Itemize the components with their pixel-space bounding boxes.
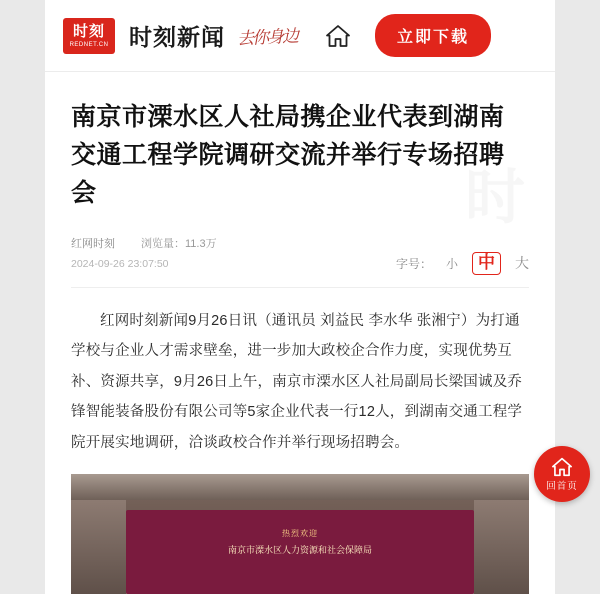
photo-wall-left	[71, 500, 126, 594]
photo-banner-line2: 南京市溧水区人力资源和社会保障局	[227, 545, 372, 556]
photo-banner-line1: 热烈欢迎	[282, 529, 318, 539]
photo-wall-right	[474, 500, 529, 594]
download-button[interactable]: 立即下载	[375, 14, 491, 57]
photo-banner	[126, 510, 474, 594]
article-views: 浏览量：11.3万	[141, 238, 217, 250]
site-header	[45, 0, 555, 72]
article-photo	[71, 474, 529, 594]
article-body	[45, 72, 555, 594]
fontsize-small[interactable]: 小	[445, 256, 458, 271]
meta-line	[71, 234, 217, 255]
fontsize-medium[interactable]: 中	[472, 252, 501, 275]
back-to-home-label: 回首页	[546, 480, 578, 492]
article-paragraph: 红网时刻新闻9月26日讯（通讯员 刘益民 李水华 张湘宁）为打通学校与企业人才需求壁垒，进一步加大政校企合作力度，实现优势互补、资源共享，9月26日上午，南京市溧水区人社局副局长梁国诚及乔锋智能装备股份有限公司等5家企业代表一行12人，到湖南交通工程学院开展实地调研，洽谈政校合作并举行现场招聘会。	[71, 312, 523, 451]
article-meta	[71, 234, 529, 288]
logo-text-cn: 时刻	[72, 22, 105, 40]
fontsize-control	[396, 252, 529, 275]
logo-text-en: REDNET.CN	[69, 41, 109, 48]
site-name: 时刻新闻	[129, 24, 225, 50]
article-timestamp: 2024-09-26 23:07:50	[71, 257, 169, 270]
meta-left	[71, 234, 217, 275]
fontsize-label: 字号：	[395, 256, 432, 271]
article-sheet	[45, 0, 555, 594]
home-icon[interactable]	[323, 21, 353, 51]
back-to-home-button[interactable]	[534, 446, 590, 502]
fontsize-large[interactable]: 大	[515, 255, 529, 272]
article-source: 红网时刻	[71, 238, 115, 250]
photo-ceiling	[71, 474, 529, 500]
calligraphy-slogan: 去你身边	[236, 26, 298, 49]
site-logo[interactable]	[63, 18, 115, 54]
page-title: 南京市溧水区人社局携企业代表到湖南交通工程学院调研交流并举行专场招聘会	[71, 103, 505, 207]
home-icon	[551, 457, 573, 477]
